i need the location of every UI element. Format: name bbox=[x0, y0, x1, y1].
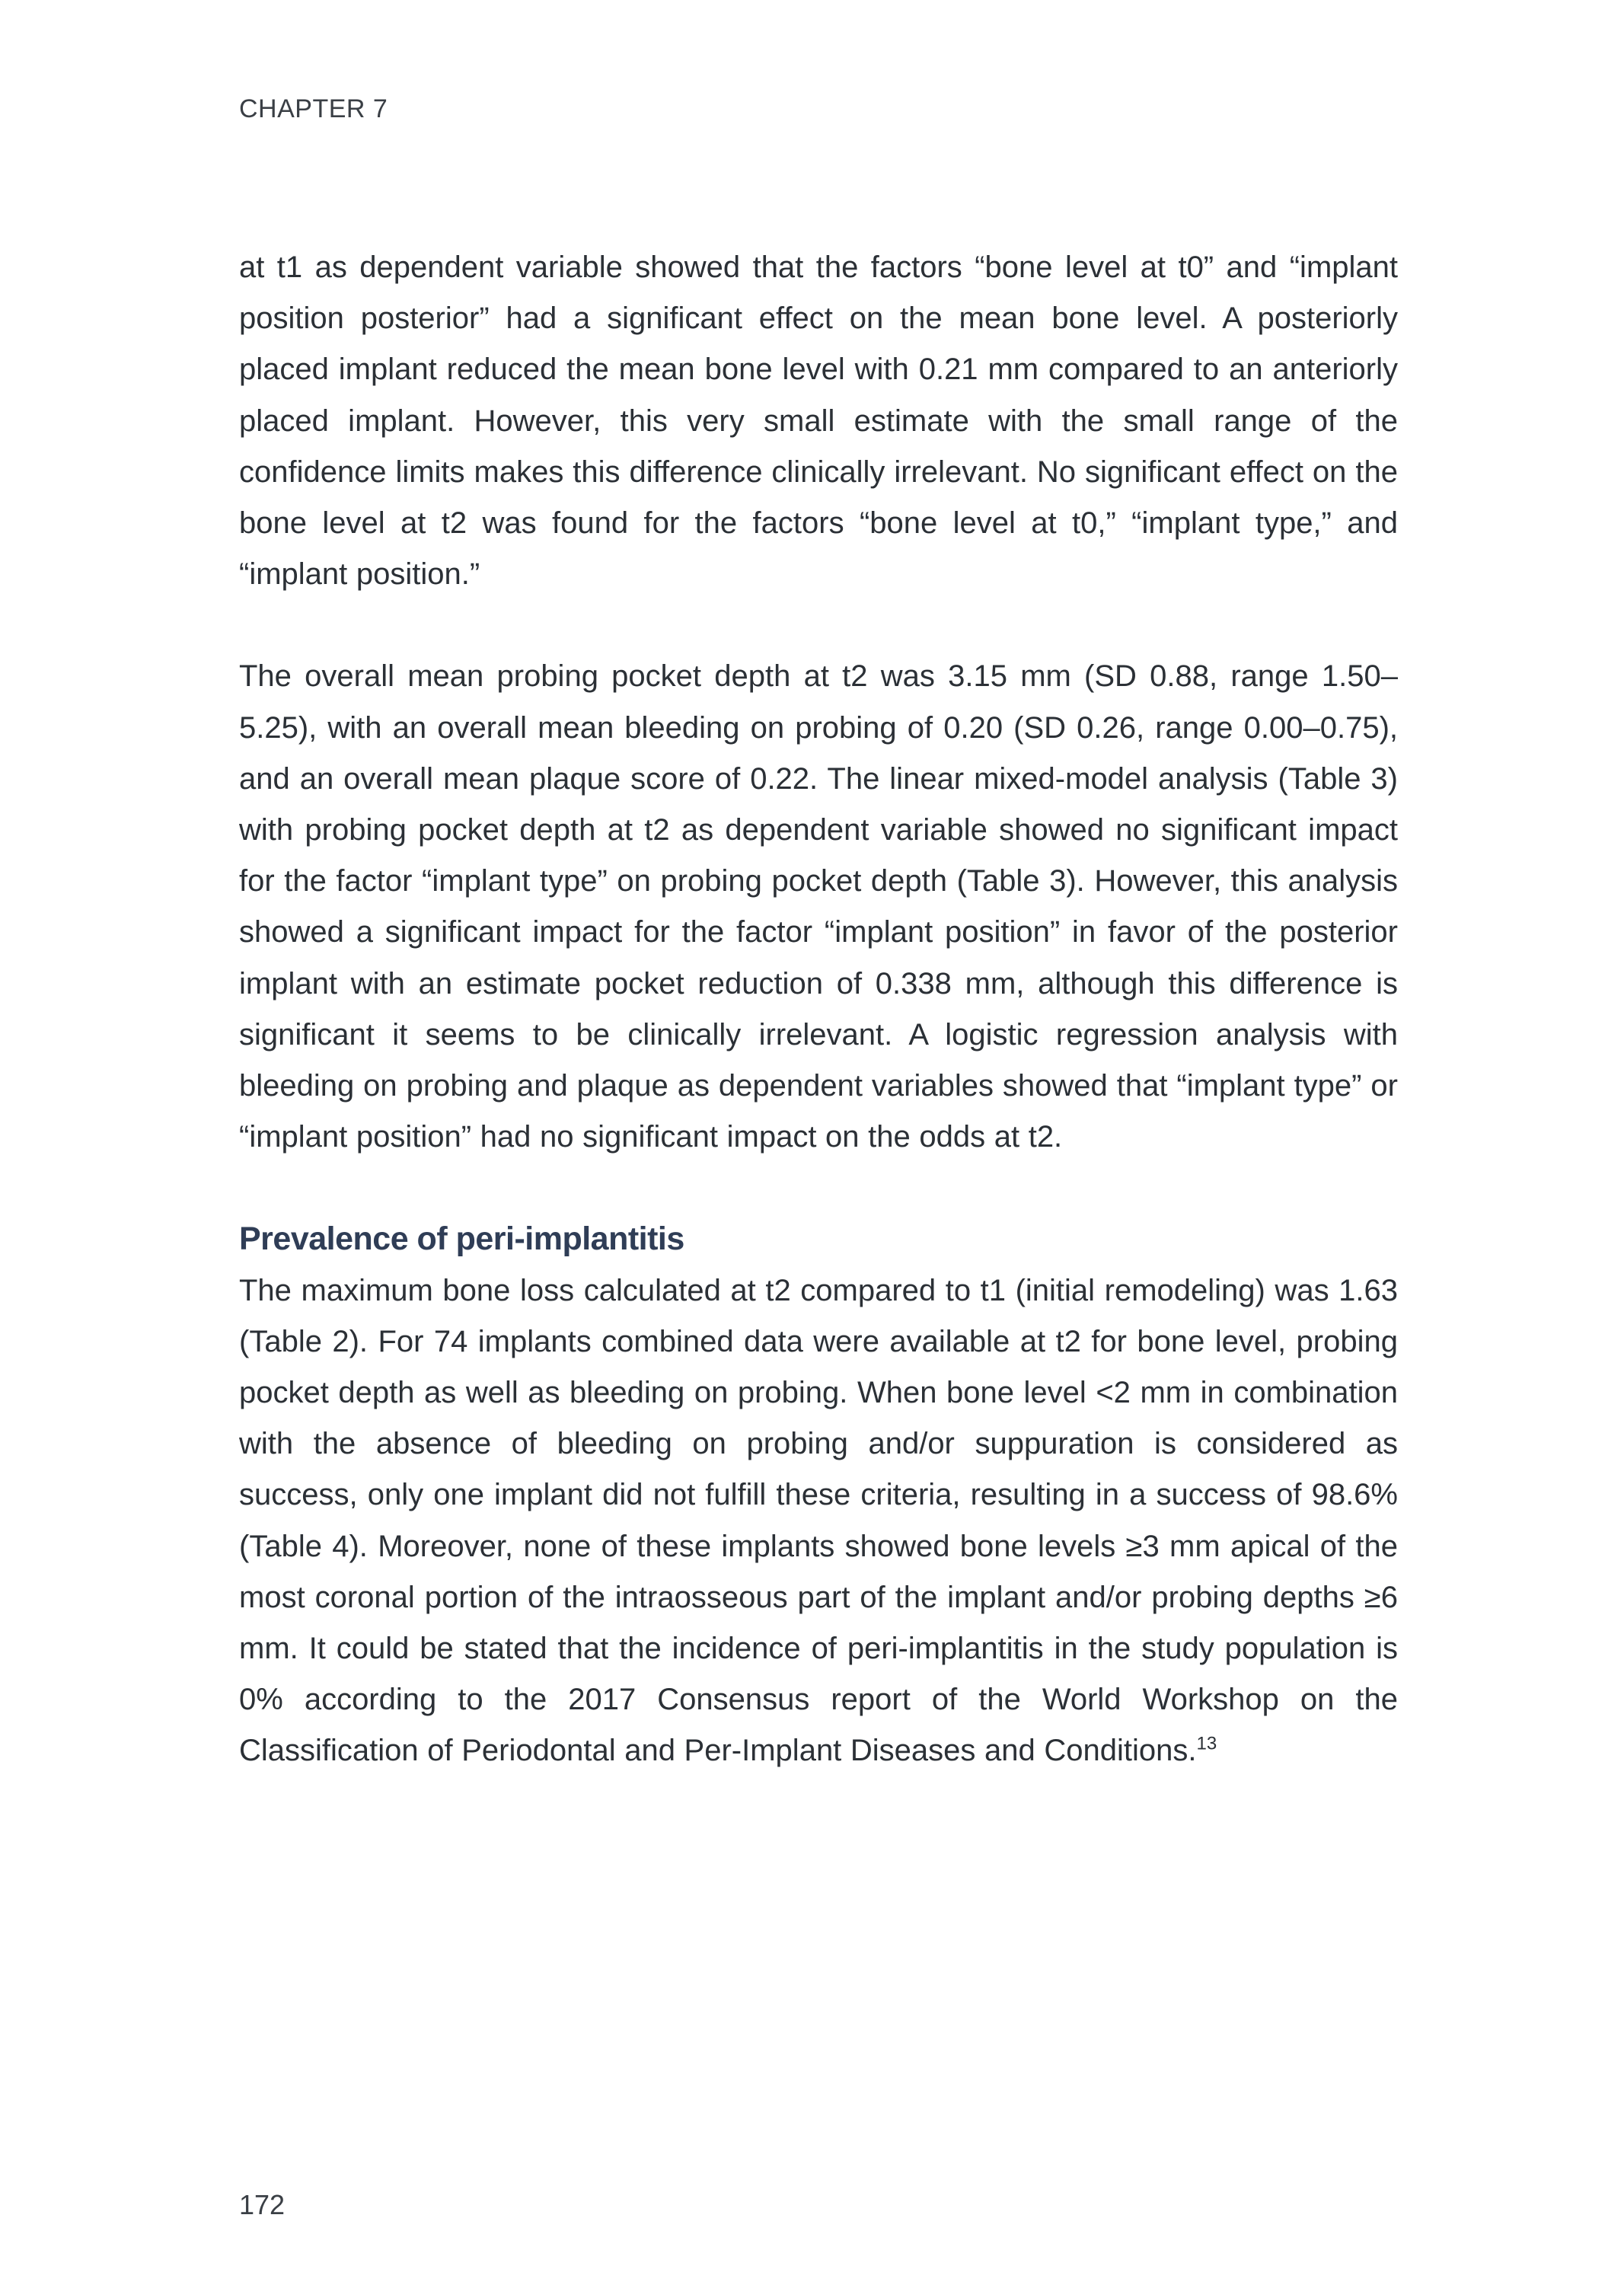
body-paragraph: at t1 as dependent variable showed that the factors “bone level at t0” and “implant position posterior” had a significant effect on the mean bone level. A posteriorly placed implant reduced the mean bone level with 0.21 mm compared to an anteriorly placed implant. However, this very small estimate with the small range of the confidence limits makes this difference clinically irrelevant. No significant effect on the bone level at t2 was found for the factors “bone level at t0,” “implant type,” and “implant position.” bbox=[239, 251, 1398, 592]
body-paragraph-text: The maximum bone loss calculated at t2 compared to t1 (initial remodeling) was 1.63 (Table 2). For 74 implants combined data were available at t2 for bone level, probing pocket depth as well as bleeding on probing. When bone level <2 mm in combination with the absence of bleeding on probing and/or suppuration is considered as success, only one implant did not fulfill these criteria, resulting in a success of 98.6% (Table 4). Moreover, none of these implants showed bone levels ≥3 mm apical of the most coronal portion of the intraosseous part of the implant and/or probing depths ≥6 mm. It could be stated that the incidence of peri-implantitis in the study population is 0% according to the 2017 Consensus report of the World Workshop on the Classification of Periodontal and Per-Implant Diseases and Conditions. bbox=[239, 1273, 1398, 1768]
paragraph-spacer bbox=[239, 600, 1398, 651]
body-paragraph bbox=[239, 1265, 1398, 1777]
section-heading: Prevalence of peri-implantitis bbox=[239, 1221, 684, 1258]
body-paragraph: The overall mean probing pocket depth at t2 was 3.15 mm (SD 0.88, range 1.50–5.25), with an overall mean bleeding on probing of 0.20 (SD 0.26, range 0.00–0.75), and an overall mean plaque score of 0.22. The linear mixed-model analysis (Table 3) with probing pocket depth at t2 as dependent variable showed no significant impact for the factor “implant type” on probing pocket depth (Table 3). However, this analysis showed a significant impact for the factor “implant position” in favor of the posterior implant with an estimate pocket reduction of 0.338 mm, although this difference is significant it seems to be clinically irrelevant. A logistic regression analysis with bleeding on probing and plaque as dependent variables showed that “implant type” or “implant position” had no significant impact on the odds at t2. bbox=[239, 659, 1398, 1154]
reference-superscript: 13 bbox=[1196, 1734, 1217, 1755]
page-body bbox=[239, 242, 1398, 1777]
paragraph-spacer bbox=[239, 1163, 1398, 1214]
running-head: CHAPTER 7 bbox=[239, 94, 388, 123]
page-number: 172 bbox=[239, 2189, 286, 2220]
